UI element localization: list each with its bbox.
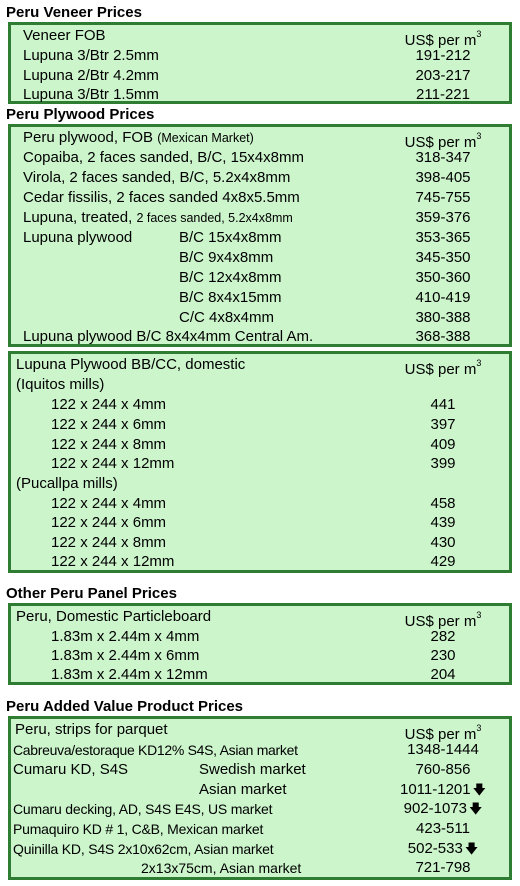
table-row bbox=[11, 454, 509, 474]
plywood-section-title: Peru Plywood Prices bbox=[6, 106, 155, 123]
plywood-item-label: Cedar fissilis, 2 faces sanded 4x8x5.5mm bbox=[23, 189, 300, 206]
added-item-price: 423-511 bbox=[416, 820, 470, 837]
plywood-item-price: 359-376 bbox=[415, 209, 471, 226]
panel-header-label: Peru, Domestic Particleboard bbox=[16, 608, 212, 625]
table-row bbox=[11, 208, 509, 228]
table-row bbox=[11, 308, 509, 328]
table-row bbox=[11, 248, 509, 268]
table-row bbox=[11, 415, 509, 435]
added-item-label: Cumaru KD, S4S bbox=[13, 761, 129, 778]
table-row bbox=[11, 268, 509, 288]
added-item-price: 760-856 bbox=[415, 761, 471, 778]
table-row bbox=[11, 46, 509, 66]
plywood-price-table bbox=[8, 124, 512, 347]
plywood-item-price: 410-419 bbox=[415, 289, 471, 306]
added-item-market: Swedish market bbox=[199, 761, 306, 778]
domestic-item-price: 429 bbox=[430, 553, 456, 570]
plywood-item-price: 745-755 bbox=[415, 189, 471, 206]
table-row bbox=[11, 85, 509, 105]
added-section-title: Peru Added Value Product Prices bbox=[6, 698, 244, 715]
veneer-item-price: 191-212 bbox=[415, 47, 471, 64]
domestic-item-label: 122 x 244 x 4mm bbox=[51, 396, 167, 413]
table-row bbox=[11, 168, 509, 188]
pucallpa-group-label: (Pucallpa mills) bbox=[16, 475, 118, 492]
veneer-section-title: Peru Veneer Prices bbox=[6, 4, 142, 21]
domestic-item-price: 430 bbox=[430, 534, 456, 551]
domestic-item-label: 122 x 244 x 8mm bbox=[51, 436, 167, 453]
domestic-header-label: Lupuna Plywood BB/CC, domestic bbox=[16, 356, 246, 373]
plywood-header-row bbox=[11, 128, 509, 151]
plywood-item-price: 345-350 bbox=[415, 249, 471, 266]
plywood-item-price: 353-365 bbox=[415, 229, 471, 246]
plywood-item-label: Virola, 2 faces sanded, B/C, 5.2x4x8mm bbox=[23, 169, 291, 186]
added-item-price: 902-1073 🡇 bbox=[403, 800, 483, 817]
panel-item-price: 204 bbox=[430, 666, 456, 683]
panel-header-row bbox=[11, 607, 509, 630]
domestic-item-label: 122 x 244 x 6mm bbox=[51, 514, 167, 531]
table-row bbox=[11, 435, 509, 455]
table-row bbox=[11, 66, 509, 86]
table-row bbox=[11, 839, 509, 859]
veneer-header-unit: US$ per $m^3$ bbox=[404, 29, 482, 49]
veneer-item-price: 211-221 bbox=[416, 86, 470, 103]
panel-item-price: 282 bbox=[430, 628, 456, 645]
added-header-row bbox=[11, 720, 509, 743]
veneer-price-table bbox=[8, 22, 512, 104]
table-row bbox=[11, 494, 509, 514]
veneer-item-label: Lupuna 2/Btr 4.2mm bbox=[23, 67, 159, 84]
plywood-item-label: Lupuna plywood B/C 8x4x4mm Central Am. bbox=[23, 328, 314, 345]
domestic-item-price: 441 bbox=[430, 396, 456, 413]
table-row bbox=[11, 552, 509, 572]
added-header-label: Peru, strips for parquet bbox=[15, 721, 168, 738]
domestic-item-label: 122 x 244 x 6mm bbox=[51, 416, 167, 433]
added-item-market: Asian market bbox=[199, 781, 287, 798]
table-row bbox=[11, 188, 509, 208]
panel-section-title: Other Peru Panel Prices bbox=[6, 585, 177, 602]
group-label-row bbox=[11, 375, 509, 395]
panel-item-label: 1.83m x 2.44m x 6mm bbox=[51, 647, 200, 664]
veneer-header-label: Veneer FOB bbox=[23, 27, 106, 44]
plywood-item-label: Lupuna plywood bbox=[23, 229, 133, 246]
table-row bbox=[11, 395, 509, 415]
veneer-item-price: 203-217 bbox=[415, 67, 471, 84]
added-item-price: 1348-1444 bbox=[407, 741, 479, 758]
added-item-price: 502-533 🡇 bbox=[407, 840, 479, 857]
plywood-item-price: 368-388 bbox=[415, 328, 471, 345]
table-row bbox=[11, 288, 509, 308]
domestic-item-label: 122 x 244 x 12mm bbox=[51, 455, 175, 472]
plywood-item-price: 318-347 bbox=[415, 149, 471, 166]
domestic-item-price: 397 bbox=[430, 416, 456, 433]
table-row bbox=[11, 799, 509, 819]
domestic-item-label: 122 x 244 x 4mm bbox=[51, 495, 167, 512]
domestic-item-label: 122 x 244 x 12mm bbox=[51, 553, 175, 570]
down-arrow-icon: 🡇 bbox=[472, 782, 486, 797]
table-row bbox=[11, 665, 509, 685]
table-row bbox=[11, 819, 509, 839]
plywood-item-label: Lupuna, treated, 2 faces sanded, 5.2x4x8mm bbox=[23, 209, 293, 226]
plywood-header-label: Peru plywood, FOB (Mexican Market) bbox=[23, 129, 254, 146]
panel-price-table bbox=[8, 603, 512, 685]
panel-item-label: 1.83m x 2.44m x 12mm bbox=[51, 666, 208, 683]
plywood-item-price: 398-405 bbox=[415, 169, 471, 186]
table-row bbox=[11, 627, 509, 647]
veneer-item-label: Lupuna 3/Btr 2.5mm bbox=[23, 47, 159, 64]
iquitos-group-label: (Iquitos mills) bbox=[16, 376, 105, 393]
plywood-item-grade: B/C 15x4x8mm bbox=[179, 229, 282, 246]
table-row bbox=[11, 646, 509, 666]
table-row bbox=[11, 513, 509, 533]
domestic-plywood-table bbox=[8, 351, 512, 573]
table-row bbox=[11, 533, 509, 553]
plywood-item-grade: B/C 9x4x8mm bbox=[179, 249, 274, 266]
plywood-item-grade: B/C 12x4x8mm bbox=[179, 269, 282, 286]
panel-item-label: 1.83m x 2.44m x 4mm bbox=[51, 628, 200, 645]
plywood-item-label: Copaiba, 2 faces sanded, B/C, 15x4x8mm bbox=[23, 149, 304, 166]
table-row bbox=[11, 148, 509, 168]
added-item-price: 721-798 bbox=[415, 859, 471, 876]
table-row bbox=[11, 327, 509, 347]
domestic-item-label: 122 x 244 x 8mm bbox=[51, 534, 167, 551]
domestic-item-price: 399 bbox=[430, 455, 456, 472]
added-item-label: Quinilla KD, S4S 2x10x62cm, Asian market bbox=[13, 841, 274, 857]
table-row bbox=[11, 228, 509, 248]
domestic-header-unit: US$ per $m^3$ bbox=[404, 358, 482, 378]
panel-header-unit: US$ per $m^3$ bbox=[404, 610, 482, 630]
table-row bbox=[11, 760, 509, 780]
added-item-label: 2x13x75cm, Asian market bbox=[141, 860, 302, 876]
veneer-item-label: Lupuna 3/Btr 1.5mm bbox=[23, 86, 159, 103]
table-row bbox=[11, 858, 509, 878]
plywood-header-unit: US$ per $m^3$ bbox=[404, 131, 482, 151]
down-arrow-icon: 🡇 bbox=[464, 841, 479, 856]
down-arrow-icon: 🡇 bbox=[469, 801, 483, 816]
plywood-item-grade: C/C 4x8x4mm bbox=[179, 309, 275, 326]
plywood-item-price: 380-388 bbox=[415, 309, 471, 326]
added-item-price: 1011-1201 🡇 bbox=[400, 781, 486, 798]
added-item-label: Pumaquiro KD # 1, C&B, Mexican market bbox=[13, 821, 264, 837]
plywood-item-price: 350-360 bbox=[415, 269, 471, 286]
domestic-header-row bbox=[11, 355, 509, 378]
added-item-label: Cabreuva/estoraque KD12% S4S, Asian market bbox=[13, 742, 298, 758]
added-item-label: Cumaru decking, AD, S4S E4S, US market bbox=[13, 801, 273, 817]
added-value-table bbox=[8, 716, 512, 880]
group-label-row bbox=[11, 474, 509, 494]
plywood-item-grade: B/C 8x4x15mm bbox=[179, 289, 282, 306]
panel-item-price: 230 bbox=[430, 647, 456, 664]
table-row bbox=[11, 780, 509, 800]
added-header-unit: US$ per $m^3$ bbox=[404, 723, 482, 743]
veneer-header-row bbox=[11, 26, 509, 49]
table-row bbox=[11, 740, 509, 760]
domestic-item-price: 439 bbox=[430, 514, 456, 531]
domestic-item-price: 458 bbox=[430, 495, 456, 512]
domestic-item-price: 409 bbox=[430, 436, 456, 453]
